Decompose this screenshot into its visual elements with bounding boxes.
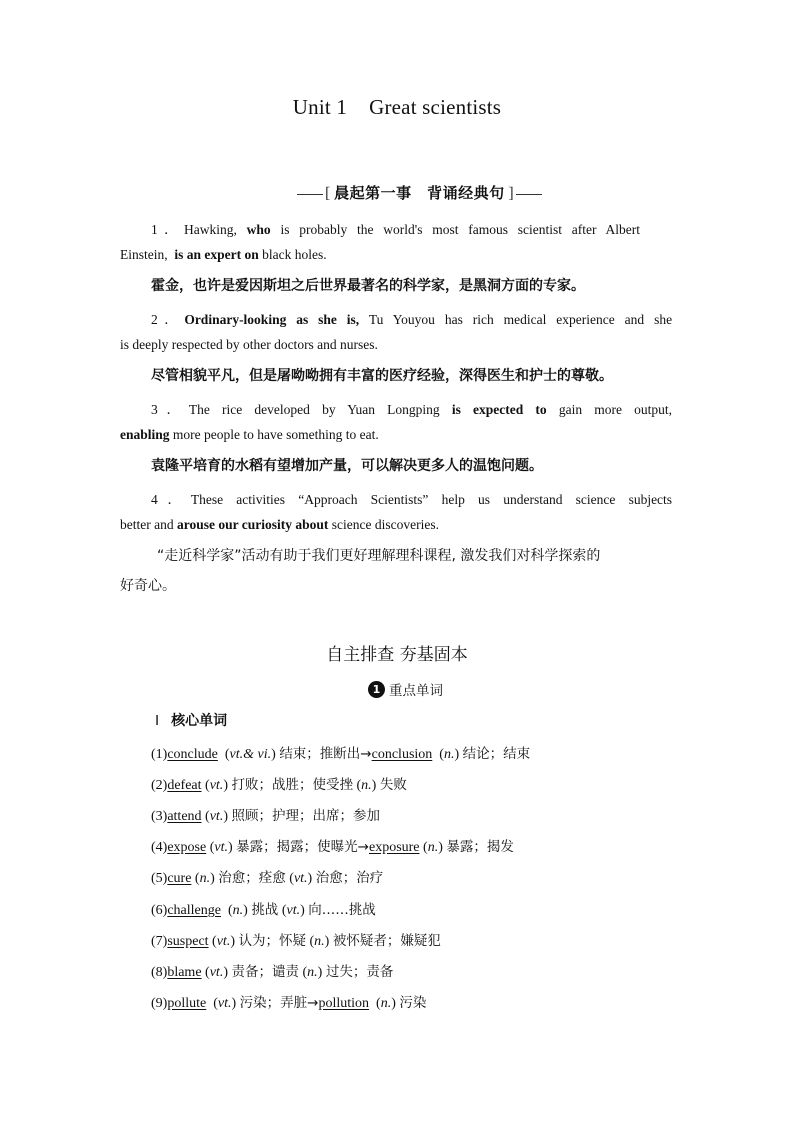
- sentence-4-translation-line-1: “走近科学家”活动有助于我们更好理解理科课程, 激发我们对科学探索的: [157, 548, 601, 564]
- number-badge-icon: 1: [368, 681, 385, 698]
- answer-word: cure: [167, 871, 192, 886]
- sentence-3-line-1: 3．The rice developed by Yuan Longping is expected to gain more output,: [151, 402, 673, 417]
- sentence-4-line-1: 4．These activities “Approach Scientists” help us understand science subjects: [151, 492, 673, 507]
- answer-word: challenge: [167, 903, 221, 918]
- category-heading: [155, 710, 227, 730]
- vocab-item-cure: (5)cure (n.) 治愈；痊愈 (vt.) 治愈；治疗: [151, 870, 384, 886]
- answer-word: conclude: [167, 747, 218, 762]
- sentence-number: 4．: [151, 492, 191, 507]
- sentence-3-translation: 袁隆平培育的水稻有望增加产量，可以解决更多人的温饱问题。: [151, 458, 543, 474]
- section-title: 自主排查 夯基固本: [326, 645, 468, 665]
- sentence-2-translation: 尽管相貌平凡，但是屠呦呦拥有丰富的医疗经验，深得医生和护士的尊敬。: [151, 368, 613, 384]
- banner-right-bracket: ]: [508, 185, 514, 202]
- answer-word: defeat: [167, 778, 202, 793]
- sentence-4-translation-line-2: 好奇心。: [120, 578, 176, 594]
- sentence-1-line-1: 1．Hawking, who is probably the world's most famous scientist after Albert: [151, 222, 641, 237]
- sentence-1-line-2: Einstein, is an expert on black holes.: [120, 247, 327, 262]
- sentence-4-line-2: better and arouse our curiosity about science discoveries.: [120, 517, 439, 532]
- vocab-item-conclude: (1)conclude (vt.& vi.) 结束；推断出→conclusion (n.) 结论；结束: [151, 746, 531, 762]
- answer-word: blame: [167, 965, 202, 980]
- banner-text: 晨起第一事 背诵经典句: [334, 186, 505, 202]
- key-phrase: enabling: [120, 427, 170, 442]
- answer-word: conclusion: [371, 747, 433, 762]
- vocab-item-challenge: (6)challenge (n.) 挑战 (vt.) 向……挑战: [151, 902, 376, 918]
- page-title: [0, 95, 794, 120]
- section-banner: [295, 182, 544, 203]
- sentence-number: 3．: [151, 402, 189, 417]
- sentence-2-line-2: is deeply respected by other doctors and nurses.: [120, 337, 378, 352]
- key-phrase: is an expert on: [174, 247, 259, 262]
- answer-word: pollute: [167, 996, 207, 1011]
- banner-right-rule: [516, 194, 542, 195]
- vocab-item-defeat: (2)defeat (vt.) 打败；战胜；使受挫 (n.) 失败: [151, 777, 407, 793]
- category-label: 核心单词: [171, 713, 228, 729]
- sentence-number: 1．: [151, 222, 185, 237]
- sentence-number: 2．: [151, 312, 185, 327]
- key-phrase: arouse our curiosity about: [176, 517, 329, 532]
- subsection-heading: [368, 679, 443, 699]
- sentence-2-line-1: 2．Ordinary-looking as she is, Tu Youyou has rich medical experience and she: [151, 312, 673, 327]
- vocab-item-suspect: (7)suspect (vt.) 认为；怀疑 (n.) 被怀疑者；嫌疑犯: [151, 933, 441, 949]
- answer-word: pollution: [318, 996, 370, 1011]
- answer-word: expose: [167, 840, 207, 855]
- answer-word: exposure: [368, 840, 420, 855]
- roman-numeral: Ⅰ: [155, 714, 160, 729]
- answer-word: attend: [167, 809, 202, 824]
- answer-word: suspect: [167, 934, 209, 949]
- unit-title: Great scientists: [369, 95, 502, 119]
- vocab-item-blame: (8)blame (vt.) 责备；谴责 (n.) 过失；责备: [151, 964, 394, 980]
- unit-number: Unit 1: [292, 95, 348, 119]
- banner-left-bracket: [: [325, 185, 331, 202]
- subsection-label: 重点单词: [389, 683, 443, 699]
- banner-left-rule: [297, 194, 323, 195]
- vocab-item-pollute: (9)pollute (vt.) 污染；弄脏→pollution (n.) 污染: [151, 995, 427, 1011]
- vocab-item-attend: (3)attend (vt.) 照顾；护理；出席；参加: [151, 808, 380, 824]
- sentence-1-translation: 霍金，也许是爱因斯坦之后世界最著名的科学家，是黑洞方面的专家。: [151, 278, 585, 294]
- sentence-3-line-2: enabling more people to have something to eat.: [120, 427, 379, 442]
- vocab-item-expose: (4)expose (vt.) 暴露；揭露；使曝光→exposure (n.) 暴露；揭发: [151, 839, 514, 855]
